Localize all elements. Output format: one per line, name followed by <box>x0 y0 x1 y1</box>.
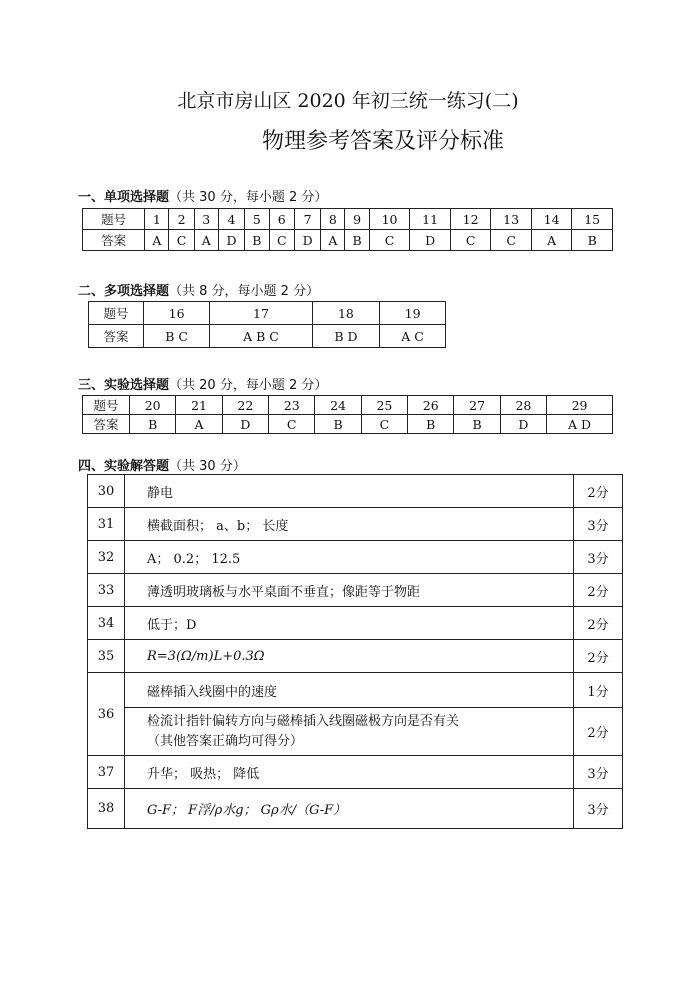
answer-cell: B C <box>144 325 210 348</box>
answer-cell: A <box>531 230 572 251</box>
question-cell: 27 <box>454 396 500 415</box>
answer-text: 薄透明玻璃板与水平桌面不垂直；像距等于物距 <box>125 574 574 607</box>
question-cell: 19 <box>380 302 446 325</box>
question-number: 36 <box>88 673 125 756</box>
score: 3分 <box>574 508 623 541</box>
answer-text: 低于；D <box>125 607 574 640</box>
table-row <box>88 541 623 574</box>
section-1-note: （共 30 分，每小题 2 分） <box>169 190 328 205</box>
answer-cell: A <box>145 230 169 251</box>
question-number: 34 <box>88 607 125 640</box>
table-row <box>88 673 623 708</box>
answer-cell: D <box>410 230 451 251</box>
table-row <box>89 325 446 348</box>
question-cell: 21 <box>176 396 222 415</box>
table-row <box>83 209 613 230</box>
question-number: 35 <box>88 640 125 673</box>
answer-cell: B <box>572 230 613 251</box>
question-cell: 1 <box>145 209 169 230</box>
question-cell: 15 <box>572 209 613 230</box>
table-row <box>88 640 623 673</box>
answer-cell: B D <box>312 325 379 348</box>
question-cell: 23 <box>269 396 315 415</box>
answer-cell: B <box>315 415 361 434</box>
answer-cell: C <box>269 415 315 434</box>
row-label-answer: 答案 <box>89 325 144 348</box>
answer-cell: C <box>450 230 491 251</box>
question-cell: 17 <box>210 302 312 325</box>
section-4-label: 四、实验解答题 <box>78 459 170 474</box>
question-cell: 5 <box>245 209 269 230</box>
question-number: 30 <box>88 475 125 508</box>
answer-cell: A <box>194 230 218 251</box>
section-3-note: （共 20 分，每小题 2 分） <box>169 378 328 393</box>
table-row <box>88 789 623 829</box>
section-4-heading <box>78 455 246 474</box>
question-cell: 28 <box>500 396 546 415</box>
question-cell: 11 <box>410 209 451 230</box>
answer-cell: B <box>408 415 454 434</box>
question-cell: 25 <box>361 396 407 415</box>
question-cell: 13 <box>491 209 532 230</box>
answer-text: A； 0.2； 12.5 <box>125 541 574 574</box>
table-row <box>83 415 613 434</box>
score: 3分 <box>574 789 623 829</box>
question-cell: 6 <box>269 209 294 230</box>
title-line-2: 物理参考答案及评分标准 <box>262 129 505 154</box>
table-row <box>88 607 623 640</box>
answer-cell: B <box>454 415 500 434</box>
question-cell: 20 <box>130 396 176 415</box>
question-cell: 16 <box>144 302 210 325</box>
table-row <box>88 574 623 607</box>
row-label-answer: 答案 <box>83 230 145 251</box>
answer-text: 升华； 吸热； 降低 <box>125 756 574 789</box>
answer-cell: A <box>176 415 222 434</box>
answer-cell: B <box>345 230 369 251</box>
experiment-choice-table <box>82 395 613 434</box>
answer-cell: C <box>169 230 194 251</box>
question-cell: 24 <box>315 396 361 415</box>
question-number: 37 <box>88 756 125 789</box>
table-row <box>88 475 623 508</box>
experiment-answer-table <box>87 474 623 829</box>
title-line-1: 北京市房山区 2020 年初三统一练习(二) <box>177 90 519 112</box>
question-cell: 10 <box>369 209 410 230</box>
answer-cell: D <box>218 230 244 251</box>
score: 2分 <box>574 607 623 640</box>
question-number: 33 <box>88 574 125 607</box>
question-cell: 29 <box>547 396 613 415</box>
answer-cell: A B C <box>210 325 312 348</box>
question-number: 31 <box>88 508 125 541</box>
question-cell: 9 <box>345 209 369 230</box>
section-1-heading <box>78 186 327 205</box>
row-label-answer: 答案 <box>83 415 130 434</box>
question-number: 32 <box>88 541 125 574</box>
question-cell: 14 <box>531 209 572 230</box>
section-3-heading <box>78 374 327 393</box>
row-label-question: 题号 <box>83 209 145 230</box>
section-4-note: （共 30 分） <box>169 459 246 474</box>
answer-cell: C <box>269 230 294 251</box>
question-cell: 22 <box>222 396 268 415</box>
answer-cell: C <box>361 415 407 434</box>
answer-cell: A C <box>380 325 446 348</box>
score: 3分 <box>574 541 623 574</box>
table-row <box>89 302 446 325</box>
score: 2分 <box>574 640 623 673</box>
row-label-question: 题号 <box>89 302 144 325</box>
answer-text <box>125 708 574 756</box>
table-row <box>83 230 613 251</box>
answer-cell: B <box>245 230 269 251</box>
question-cell: 12 <box>450 209 491 230</box>
question-cell: 4 <box>218 209 244 230</box>
answer-cell: D <box>294 230 320 251</box>
question-cell: 8 <box>321 209 345 230</box>
answer-text: G-F； F浮/ρ水g； Gρ水/（G-F） <box>125 789 574 829</box>
table-row <box>88 756 623 789</box>
answer-cell: D <box>500 415 546 434</box>
answer-note: （其他答案正确均可得分） <box>147 733 304 749</box>
answer-cell: A D <box>547 415 613 434</box>
answer-line: 检流计指针偏转方向与磁棒插入线圈磁极方向是否有关 <box>147 713 460 729</box>
answer-cell: B <box>130 415 176 434</box>
answer-text: 静电 <box>125 475 574 508</box>
table-row <box>88 708 623 756</box>
question-number: 38 <box>88 789 125 829</box>
question-cell: 18 <box>312 302 379 325</box>
section-2-label: 二、多项选择题 <box>78 284 170 299</box>
multiple-choice-table <box>88 301 446 348</box>
answer-cell: C <box>491 230 532 251</box>
answer-cell: D <box>222 415 268 434</box>
section-2-note: （共 8 分，每小题 2 分） <box>169 284 320 299</box>
table-row <box>83 396 613 415</box>
score: 2分 <box>574 708 623 756</box>
answer-cell: C <box>369 230 410 251</box>
answer-cell: A <box>321 230 345 251</box>
answer-text: 磁棒插入线圈中的速度 <box>125 673 574 708</box>
score: 3分 <box>574 756 623 789</box>
question-cell: 7 <box>294 209 320 230</box>
single-choice-table <box>82 208 613 251</box>
question-cell: 26 <box>408 396 454 415</box>
question-cell: 2 <box>169 209 194 230</box>
score: 2分 <box>574 574 623 607</box>
table-row <box>88 508 623 541</box>
answer-text: 横截面积； a、b； 长度 <box>125 508 574 541</box>
section-3-label: 三、实验选择题 <box>78 378 170 393</box>
question-cell: 3 <box>194 209 218 230</box>
score: 2分 <box>574 475 623 508</box>
section-2-heading <box>78 280 319 299</box>
answer-text: R=3(Ω/m)L+0.3Ω <box>125 640 574 673</box>
score: 1分 <box>574 673 623 708</box>
section-1-label: 一、单项选择题 <box>78 190 170 205</box>
row-label-question: 题号 <box>83 396 130 415</box>
